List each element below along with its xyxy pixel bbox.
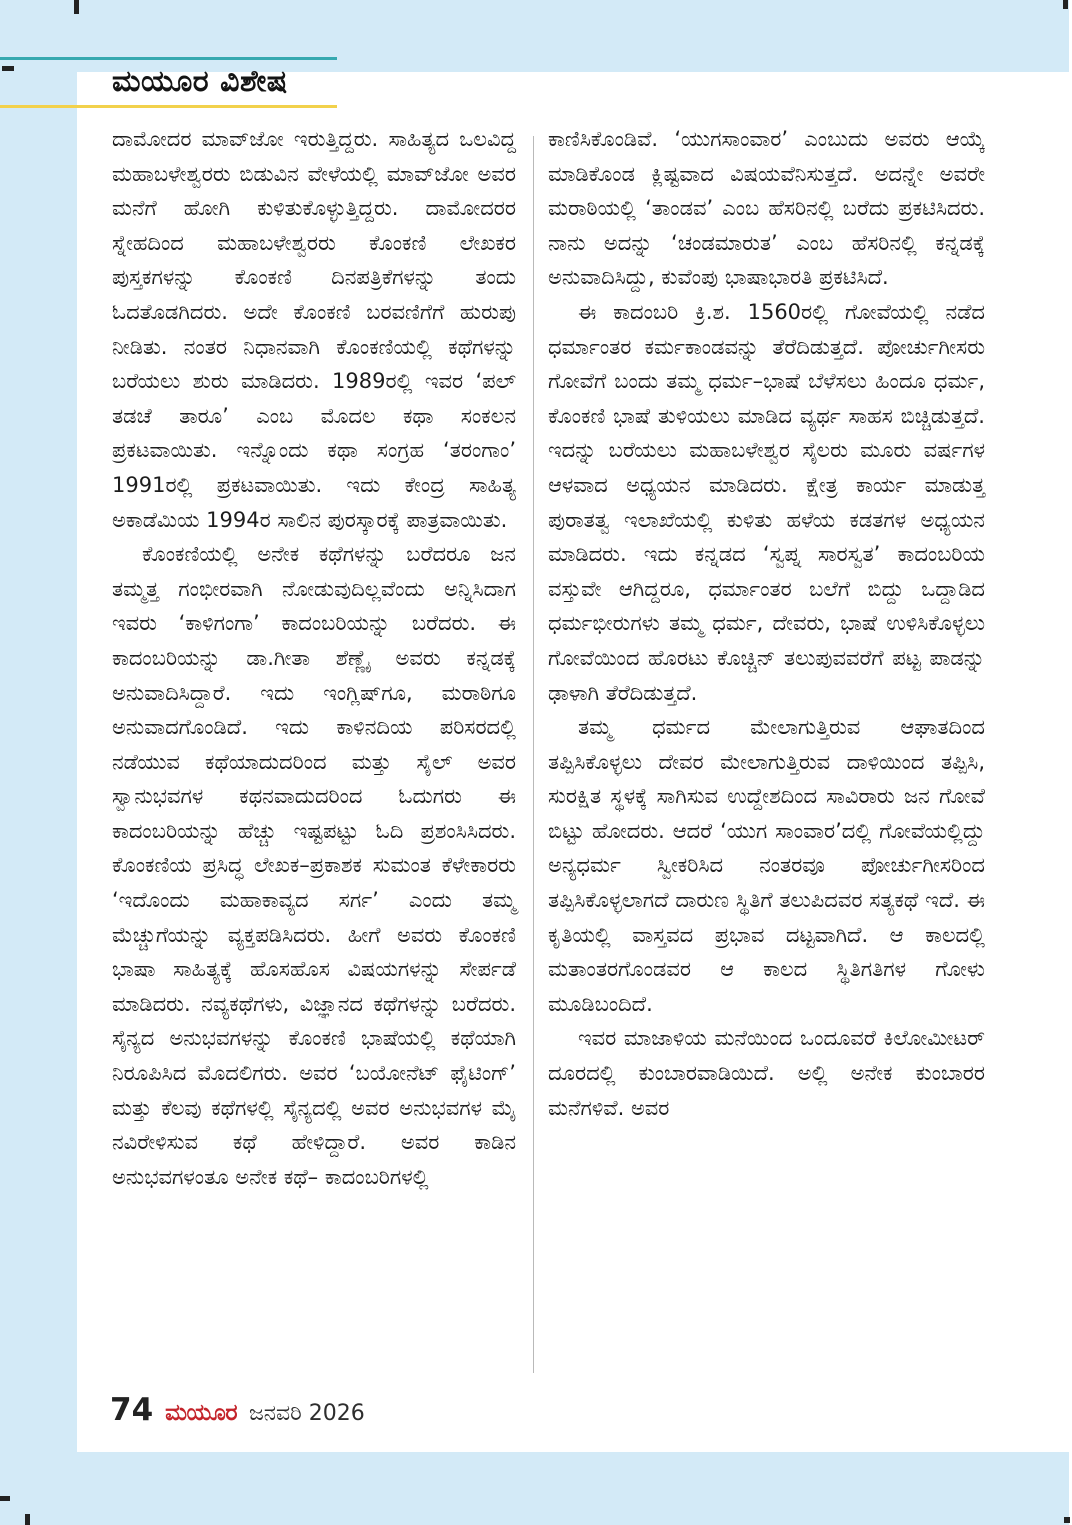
article-paragraph: ಕಾಣಿಸಿಕೊಂಡಿವೆ. ‘ಯುಗಸಾಂವಾರ’ ಎಂಬುದು ಅವರು ಆಯ್ಕೆ ಮಾಡಿಕೊಂಡ ಕ್ಲಿಷ್ಟವಾದ ವಿಷಯವೆನಿಸುತ್ತದೆ. ಅದನ್ನೇ ಅವರೇ ಮರಾಠಿಯಲ್ಲಿ ‘ತಾಂಡವ’ ಎಂಬ ಹೆಸರಿನಲ್ಲಿ ಬರೆದು ಪ್ರಕಟಿಸಿದರು. ನಾನು ಅದನ್ನು ‘ಚಂಡಮಾರುತ’ ಎಂಬ ಹೆಸರಿನಲ್ಲಿ ಕನ್ನಡಕ್ಕೆ ಅನುವಾದಿಸಿದ್ದು, ಕುವೆಂಪು ಭಾಷಾಭಾರತಿ ಪ್ರಕಟಿಸಿದೆ. [548,127,985,290]
issue-date: ಜನವರಿ 2026 [249,1401,365,1426]
article-paragraph: ದಾಮೋದರ ಮಾವ್‌ಜೋ ಇರುತ್ತಿದ್ದರು. ಸಾಹಿತ್ಯದ ಒಲವಿದ್ದ ಮಹಾಬಳೇಶ್ವರರು ಬಿಡುವಿನ ವೇಳೆಯಲ್ಲಿ ಮಾವ್‌ಜೋ ಅವರ ಮನೆಗೆ ಹೋಗಿ ಕುಳಿತುಕೊಳ್ಳುತ್ತಿದ್ದರು. ದಾಮೋದರರ ಸ್ನೇಹದಿಂದ ಮಹಾಬಳೇಶ್ವರರು ಕೊಂಕಣಿ ಲೇಖಕರ ಪುಸ್ತಕಗಳನ್ನು ಕೊಂಕಣಿ ದಿನಪತ್ರಿಕೆಗಳನ್ನು ತಂದು ಓದತೊಡಗಿದರು. ಅದೇ ಕೊಂಕಣಿ ಬರವಣಿಗೆಗೆ ಹುರುಪು ನೀಡಿತು. ನಂತರ ನಿಧಾನವಾಗಿ ಕೊಂಕಣಿಯಲ್ಲಿ ಕಥೆಗಳನ್ನು ಬರೆಯಲು ಶುರು ಮಾಡಿದರು. 1989ರಲ್ಲಿ ಇವರ ‘ಪಲ್ ತಡಚೆ ತಾರೂ’ ಎಂಬ ಮೊದಲ ಕಥಾ ಸಂಕಲನ ಪ್ರಕಟವಾಯಿತು. ಇನ್ನೊಂದು ಕಥಾ ಸಂಗ್ರಹ ‘ತರಂಗಾಂ’ 1991ರಲ್ಲಿ ಪ್ರಕಟವಾಯಿತು. ಇದು ಕೇಂದ್ರ ಸಾಹಿತ್ಯ ಅಕಾಡೆಮಿಯ 1994ರ ಸಾಲಿನ ಪುರಸ್ಕಾರಕ್ಕೆ ಪಾತ್ರವಾಯಿತು. [112,127,516,532]
section-title: ಮಯೂರ ವಿಶೇಷ [112,64,288,99]
column-divider [533,136,534,1373]
frame-band-bottom [0,1452,1069,1525]
section-header [112,64,288,99]
article-paragraph: ಈ ಕಾದಂಬರಿ ಕ್ರಿ.ಶ. 1560ರಲ್ಲಿ ಗೋವೆಯಲ್ಲಿ ನಡೆದ ಧರ್ಮಾಂತರ ಕರ್ಮಕಾಂಡವನ್ನು ತೆರೆದಿಡುತ್ತದೆ. ಪೋರ್ಚುಗೀಸರು ಗೋವೆಗೆ ಬಂದು ತಮ್ಮ ಧರ್ಮ–ಭಾಷೆ ಬೆಳೆಸಲು ಹಿಂದೂ ಧರ್ಮ, ಕೊಂಕಣಿ ಭಾಷೆ ತುಳಿಯಲು ಮಾಡಿದ ವ್ಯರ್ಥ ಸಾಹಸ ಬಿಚ್ಚಿಡುತ್ತದೆ. ಇದನ್ನು ಬರೆಯಲು ಮಹಾಬಳೇಶ್ವರ ಸೈಲರು ಮೂರು ವರ್ಷಗಳ ಆಳವಾದ ಅಧ್ಯಯನ ಮಾಡಿದರು. ಕ್ಷೇತ್ರ ಕಾರ್ಯ ಮಾಡುತ್ತ ಪುರಾತತ್ವ ಇಲಾಖೆಯಲ್ಲಿ ಕುಳಿತು ಹಳೆಯ ಕಡತಗಳ ಅಧ್ಯಯನ ಮಾಡಿದರು. ಇದು ಕನ್ನಡದ ‘ಸ್ವಪ್ನ ಸಾರಸ್ವತ’ ಕಾದಂಬರಿಯ ವಸ್ತುವೇ ಆಗಿದ್ದರೂ, ಧರ್ಮಾಂತರ ಬಲೆಗೆ ಬಿದ್ದು ಒದ್ದಾಡಿದ ಧರ್ಮಭೀರುಗಳು ತಮ್ಮ ಧರ್ಮ, ದೇವರು, ಭಾಷೆ ಉಳಿಸಿಕೊಳ್ಳಲು ಗೋವೆಯಿಂದ ಹೊರಟು ಕೊಚ್ಚಿನ್ ತಲುಪುವವರೆಗೆ ಪಟ್ಟ ಪಾಡನ್ನು ಢಾಳಾಗಿ ತೆರೆದಿಡುತ್ತದೆ. [548,299,985,705]
frame-band-top [0,0,1069,72]
crop-mark-bottom-left-horizontal [0,1496,10,1501]
article-paragraph: ಕೊಂಕಣಿಯಲ್ಲಿ ಅನೇಕ ಕಥೆಗಳನ್ನು ಬರೆದರೂ ಜನ ತಮ್ಮತ್ತ ಗಂಭೀರವಾಗಿ ನೋಡುವುದಿಲ್ಲವೆಂದು ಅನ್ನಿಸಿದಾಗ ಇವರು ‘ಕಾಳಿಗಂಗಾ’ ಕಾದಂಬರಿಯನ್ನು ಬರೆದರು. ಈ ಕಾದಂಬರಿಯನ್ನು ಡಾ.ಗೀತಾ ಶೆಣ್ಣೈ ಅವರು ಕನ್ನಡಕ್ಕೆ ಅನುವಾದಿಸಿದ್ದಾರೆ. ಇದು ಇಂಗ್ಲಿಷ್‌ಗೂ, ಮರಾಠಿಗೂ ಅನುವಾದಗೊಂಡಿದೆ. ಇದು ಕಾಳಿನದಿಯ ಪರಿಸರದಲ್ಲಿ ನಡೆಯುವ ಕಥೆಯಾದುದರಿಂದ ಮತ್ತು ಸೈಲ್ ಅವರ ಸ್ವಾನುಭವಗಳ ಕಥನವಾದುದರಿಂದ ಓದುಗರು ಈ ಕಾದಂಬರಿಯನ್ನು ಹೆಚ್ಚು ಇಷ್ಟಪಟ್ಟು ಓದಿ ಪ್ರಶಂಸಿಸಿದರು. ಕೊಂಕಣಿಯ ಪ್ರಸಿದ್ಧ ಲೇಖಕ–ಪ್ರಕಾಶಕ ಸುಮಂತ ಕೆಳೇಕಾರರು ‘ಇದೊಂದು ಮಹಾಕಾವ್ಯದ ಸರ್ಗ’ ಎಂದು ತಮ್ಮ ಮೆಚ್ಚುಗೆಯನ್ನು ವ್ಯಕ್ತಪಡಿಸಿದರು. ಹೀಗೆ ಅವರು ಕೊಂಕಣಿ ಭಾಷಾ ಸಾಹಿತ್ಯಕ್ಕೆ ಹೊಸಹೊಸ ವಿಷಯಗಳನ್ನು ಸೇರ್ಪಡೆ ಮಾಡಿದರು. ನವ್ಯಕಥೆಗಳು, ವಿಜ್ಞಾನದ ಕಥೆಗಳನ್ನು ಬರೆದರು. ಸೈನ್ಯದ ಅನುಭವಗಳನ್ನು ಕೊಂಕಣಿ ಭಾಷೆಯಲ್ಲಿ ಕಥೆಯಾಗಿ ನಿರೂಪಿಸಿದ ಮೊದಲಿಗರು. ಅವರ ‘ಬಯೋನೆಟ್ ಫೈಟಿಂಗ್’ ಮತ್ತು ಕೆಲವು ಕಥೆಗಳಲ್ಲಿ ಸೈನ್ಯದಲ್ಲಿ ಅವರ ಅನುಭವಗಳ ಮೈ ನವಿರೇಳಿಸುವ ಕಥೆ ಹೇಳಿದ್ದಾರೆ. ಅವರ ಕಾಡಿನ ಅನುಭವಗಳಂತೂ ಅನೇಕ ಕಥೆ– ಕಾದಂಬರಿಗಳಲ್ಲಿ [112,542,516,1189]
crop-mark-bottom-right [1064,1517,1070,1523]
frame-band-left [0,0,77,1525]
crop-mark-top-left-vertical [74,0,79,14]
article-body [112,122,985,1194]
page-number: 74 [110,1392,154,1428]
crop-mark-top-right-vertical [1063,0,1068,9]
header-teal-rule [0,57,337,60]
article-paragraph: ಇವರ ಮಾಜಾಳಿಯ ಮನೆಯಿಂದ ಒಂದೂವರೆ ಕಿಲೋಮೀಟರ್ ದೂರದಲ್ಲಿ ಕುಂಬಾರವಾಡಿಯಿದೆ. ಅಲ್ಲಿ ಅನೇಕ ಕುಂಬಾರರ ಮನೆಗಳಿವೆ. ಅವರ [548,1026,985,1120]
page-footer [110,1392,365,1428]
article-column-right [548,122,985,1194]
header-yellow-rule [0,105,337,108]
article-paragraph: ತಮ್ಮ ಧರ್ಮದ ಮೇಲಾಗುತ್ತಿರುವ ಆಘಾತದಿಂದ ತಪ್ಪಿಸಿಕೊಳ್ಳಲು ದೇವರ ಮೇಲಾಗುತ್ತಿರುವ ದಾಳಿಯಿಂದ ತಪ್ಪಿಸಿ, ಸುರಕ್ಷಿತ ಸ್ಥಳಕ್ಕೆ ಸಾಗಿಸುವ ಉದ್ದೇಶದಿಂದ ಸಾವಿರಾರು ಜನ ಗೋವೆ ಬಿಟ್ಟು ಹೋದರು. ಆದರೆ ‘ಯುಗ ಸಾಂವಾರ’ದಲ್ಲಿ ಗೋವೆಯಲ್ಲಿದ್ದು ಅನ್ಯಧರ್ಮ ಸ್ವೀಕರಿಸಿದ ನಂತರವೂ ಪೋರ್ಚುಗೀಸರಿಂದ ತಪ್ಪಿಸಿಕೊಳ್ಳಲಾಗದೆ ದಾರುಣ ಸ್ಥಿತಿಗೆ ತಲುಪಿದವರ ಸತ್ಯಕಥೆ ಇದೆ. ಈ ಕೃತಿಯಲ್ಲಿ ವಾಸ್ತವದ ಪ್ರಭಾವ ದಟ್ಟವಾಗಿದೆ. ಆ ಕಾಲದಲ್ಲಿ ಮತಾಂತರಗೊಂಡವರ ಆ ಕಾಲದ ಸ್ಥಿತಿಗತಿಗಳ ಗೋಳು ಮೂಡಿಬಂದಿದೆ. [548,715,985,1016]
magazine-logo: ಮಯೂರ [165,1400,237,1426]
article-column-left [112,122,516,1194]
crop-mark-top-left-horizontal [2,66,14,71]
crop-mark-bottom-left-vertical [25,1514,30,1525]
